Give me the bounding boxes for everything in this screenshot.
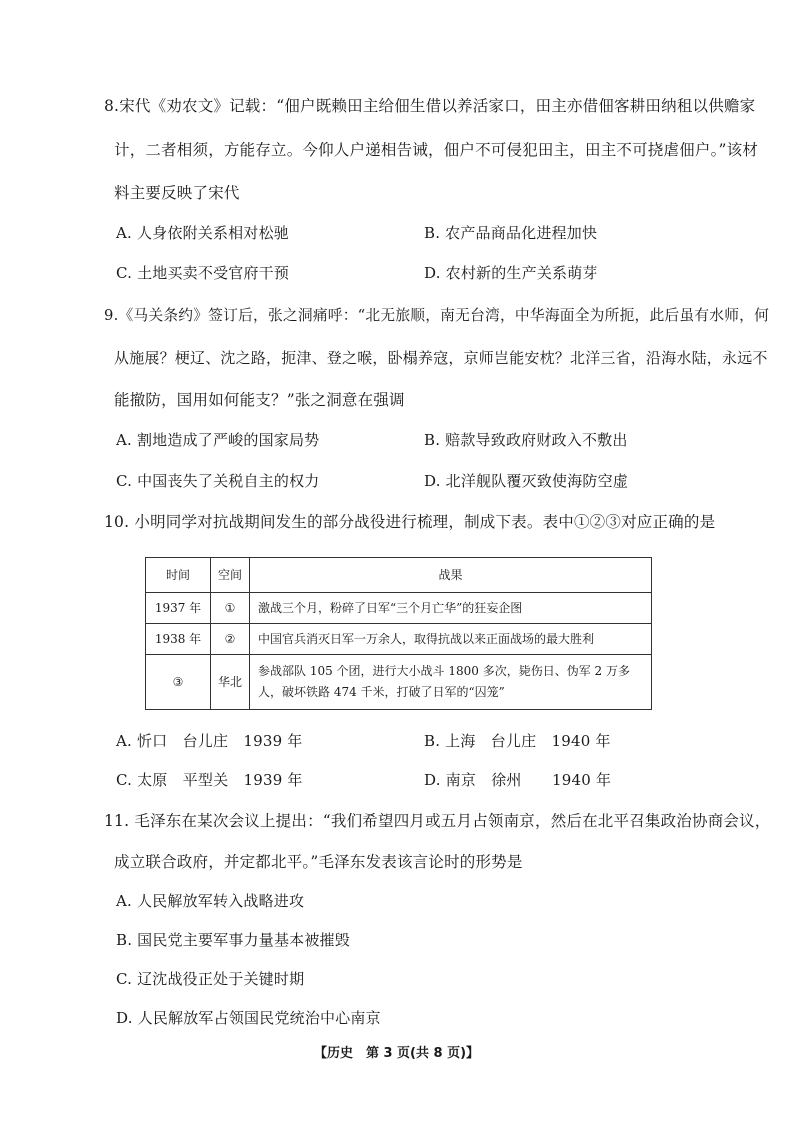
q11-option-b: B. 国民党主要军事力量基本被摧毁: [116, 931, 350, 949]
page-footer: 【历史 第 3 页(共 8 页)】: [313, 1046, 480, 1061]
q8-line-3: 料主要反映了宋代: [114, 184, 240, 202]
table-row: [146, 655, 652, 710]
table-row: [146, 593, 652, 624]
table-header-place: 空间: [211, 558, 250, 593]
table-cell-result: 激战三个月，粉碎了日军“三个月亡华”的狂妄企图: [250, 593, 652, 624]
q10-option-a: A. 忻口 台儿庄 1939 年: [116, 732, 303, 750]
table-header-time: 时间: [146, 558, 211, 593]
q11-line-2: 成立联合政府，并定都北平。”毛泽东发表该言论时的形势是: [114, 853, 523, 871]
q11-line-1: 11. 毛泽东在某次会议上提出：“我们希望四月或五月占领南京，然后在北平召集政治协商会议，: [104, 812, 771, 830]
table-cell-time: ③: [146, 655, 211, 710]
q10-line-1: 10. 小明同学对抗战期间发生的部分战役进行梳理，制成下表。表中①②③对应正确的是: [104, 513, 716, 531]
q11-option-d: D. 人民解放军占领国民党统治中心南京: [116, 1009, 381, 1027]
table-cell-place: ②: [211, 624, 250, 655]
q8-option-b: B. 农产品商品化进程加快: [424, 224, 598, 242]
q8-option-c: C. 土地买卖不受官府干预: [116, 264, 290, 282]
q9-option-b: B. 赔款导致政府财政入不敷出: [424, 431, 628, 449]
q9-line-1: 9.《马关条约》签订后，张之洞痛呼：“北无旅顺，南无台湾，中华海面全为所扼，此后虽有水师，何: [104, 307, 770, 324]
q11-option-c: C. 辽沈战役正处于关键时期: [116, 970, 305, 988]
q8-option-a: A. 人身依附关系相对松驰: [116, 224, 289, 242]
q10-option-b: B. 上海 台儿庄 1940 年: [424, 732, 611, 750]
table-header-result: 战果: [250, 558, 652, 593]
q8-option-d: D. 农村新的生产关系萌芽: [424, 264, 598, 282]
table-cell-time: 1937 年: [146, 593, 211, 624]
table-cell-result-text: 参战部队 105 个团，进行大小战斗 1800 多次，毙伤日、伪军 2 万多人，破坏铁路 474 千米，打破了日军的“囚笼”: [258, 664, 630, 699]
q8-line-2: 计，二者相须，方能存立。今仰人户递相告诫，佃户不可侵犯田主，田主不可挠虐佃户。”该材: [114, 141, 759, 159]
table-header-row: [146, 558, 652, 593]
q9-option-c: C. 中国丧失了关税自主的权力: [116, 472, 320, 490]
q8-line-1: 8.宋代《劝农文》记载：“佃户既赖田主给佃生借以养活家口，田主亦借佃客耕田纳租以供赡家: [104, 97, 756, 115]
table-row: [146, 624, 652, 655]
battle-table: [145, 557, 652, 710]
table-cell-result: [250, 655, 652, 710]
q9-option-a: A. 割地造成了严峻的国家局势: [116, 431, 320, 449]
q9-option-d: D. 北洋舰队覆灭致使海防空虚: [424, 472, 629, 490]
q10-option-c: C. 太原 平型关 1939 年: [116, 771, 303, 789]
q11-option-a: A. 人民解放军转入战略进攻: [116, 892, 305, 910]
table-cell-place: ①: [211, 593, 250, 624]
table-cell-time: 1938 年: [146, 624, 211, 655]
q9-line-2: 从施展？梗辽、沈之路，扼津、登之喉，卧榻养寇，京师岂能安枕？北洋三省，沿海水陆，永远不: [114, 349, 768, 367]
table-cell-place: 华北: [211, 655, 250, 710]
q9-line-3: 能撤防，国用如何能支？”张之洞意在强调: [114, 391, 405, 409]
q10-option-d: D. 南京 徐州 1940 年: [424, 771, 612, 789]
table-cell-result: 中国官兵消灭日军一万余人，取得抗战以来正面战场的最大胜利: [250, 624, 652, 655]
